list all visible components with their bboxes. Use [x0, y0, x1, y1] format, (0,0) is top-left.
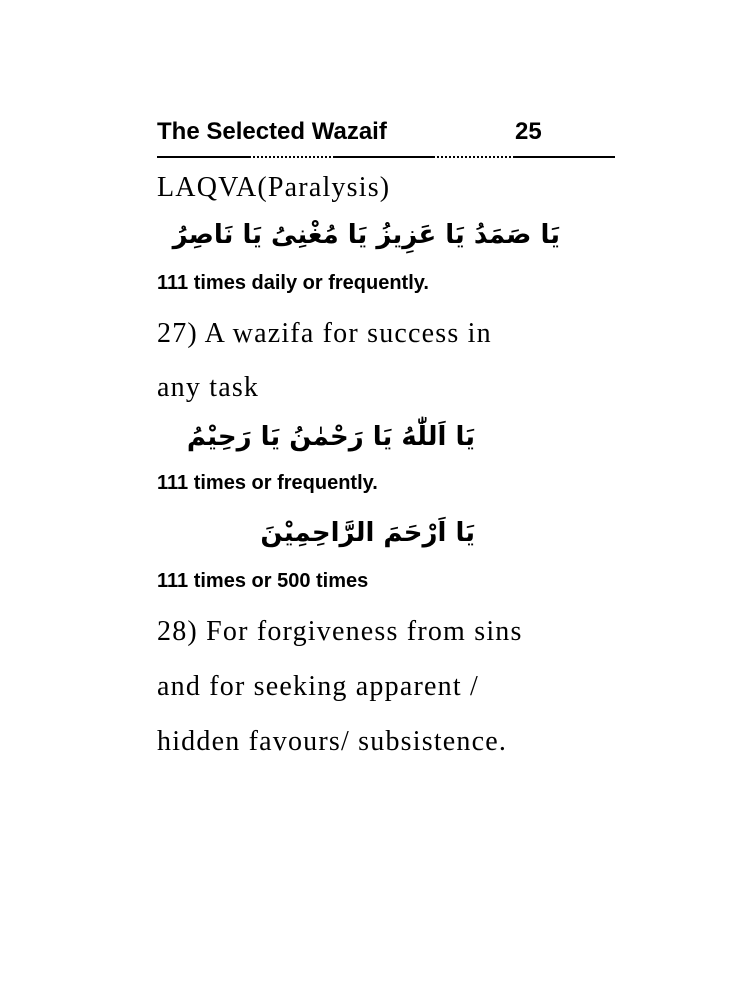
item-28-heading-line-2: and for seeking apparent /: [157, 671, 479, 702]
header-rule: [335, 156, 433, 158]
recitation-note-1: 111 times daily or frequently.: [157, 272, 429, 294]
header-rule: [515, 156, 615, 158]
page-number: 25: [515, 118, 542, 145]
header-rule: [249, 156, 335, 158]
header-rule: [157, 156, 249, 158]
header-rule: [433, 156, 515, 158]
recitation-note-2: 111 times or frequently.: [157, 472, 378, 494]
book-title: The Selected Wazaif: [157, 118, 387, 145]
page-header: [157, 118, 615, 150]
arabic-dua-2: يَا اَللّٰهُ يَا رَحْمٰنُ يَا رَحِيْمُ: [186, 422, 475, 452]
item-28-heading-line-3: hidden favours/ subsistence.: [157, 726, 508, 757]
recitation-note-3: 111 times or 500 times: [157, 570, 369, 592]
arabic-dua-1: يَا صَمَدُ يَا عَزِيزُ يَا مُغْنِىُ يَا نَاصِرُ: [172, 220, 560, 250]
arabic-dua-3: يَا اَرْحَمَ الرَّاحِمِيْنَ: [260, 518, 475, 548]
section-title: LAQVA(Paralysis): [157, 172, 391, 203]
item-27-heading-line-2: any task: [157, 372, 260, 403]
item-28-heading-line-1: 28) For forgiveness from sins: [157, 616, 523, 647]
item-27-heading-line-1: 27) A wazifa for success in: [157, 318, 492, 349]
